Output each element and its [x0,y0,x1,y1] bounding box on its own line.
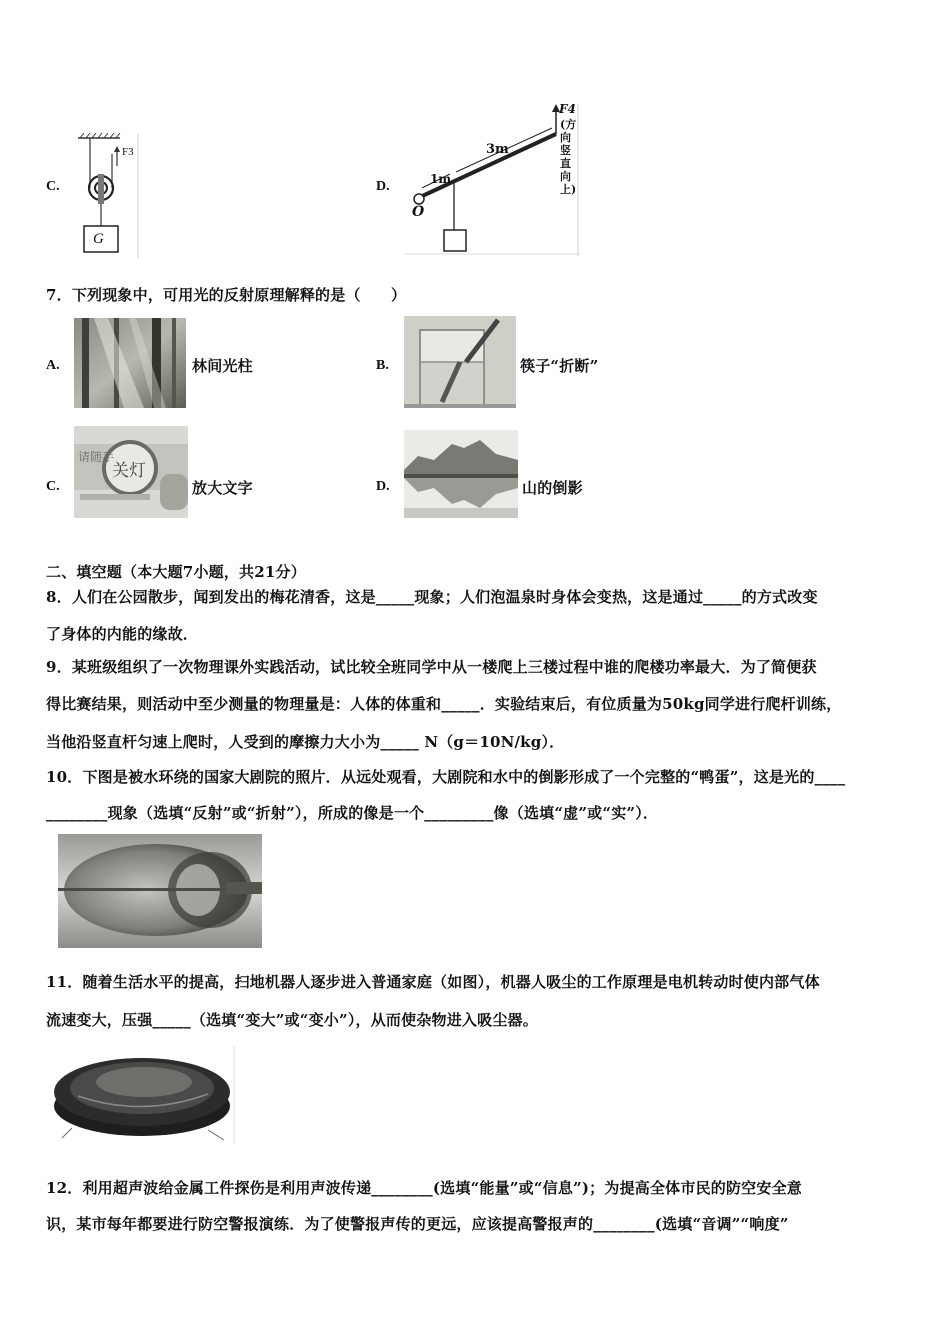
q11-line-1: 11．随着生活水平的提高，扫地机器人逐步进入普通家庭（如图），机器人吸尘的工作原理是电机转动时使内部气体 [46,973,820,991]
length-short: 1m [430,172,452,186]
magnifier-photo [74,426,188,518]
q7-option-b-letter: B. [376,358,389,373]
sweeping-robot-photo [48,1046,236,1144]
q7-stem: 7．下列现象中，可用光的反射原理解释的是（ ） [46,286,407,304]
q10-line-2: ________现象（选填“反射”或“折射”），所成的像是一个_________像（选填“虚”或“实”）． [46,804,659,822]
q9-line-1: 9．某班级组织了一次物理课外实践活动，试比较全班同学中从一楼爬上三楼过程中谁的爬楼功率最大．为了简便获 [46,658,817,676]
q7-option-d-text: 山的倒影 [522,479,583,497]
weight-label-g: G [93,231,104,247]
q7-option-c-text: 放大文字 [192,479,253,497]
forest-light-photo [74,318,186,408]
sign-text: 请随手 [78,450,115,464]
option-d-label: D. [376,179,390,194]
q7-option-c-letter: C. [46,479,60,494]
q12-line-2: 识，某市每年都要进行防空警报演练．为了使警报声传的更远，应该提高警报声的________(选填“音调”“响度” [46,1215,789,1233]
magnified-text: 关灯 [112,461,146,481]
q10-line-1: 10．下图是被水环绕的国家大剧院的照片．从远处观看，大剧院和水中的倒影形成了一个完整的“鸭蛋”，这是光的____ [46,768,846,786]
q7-option-d-letter: D. [376,479,390,494]
force-label-f4: F4 [559,102,576,116]
mountain-reflection-photo [404,430,518,518]
chopstick-glass-photo [404,316,516,408]
length-long: 3m [486,142,509,157]
pulley-figure [76,132,146,258]
force-direction-note: (方向竖直向上) [560,118,577,196]
option-c-label: C. [46,179,60,194]
lever-figure [404,102,580,256]
q7-option-a-letter: A. [46,358,60,373]
q7-option-b-text: 筷子“折断” [520,357,599,375]
national-theatre-photo [58,834,262,948]
q7-option-a-text: 林间光柱 [192,357,253,375]
q8-line-2: 了身体的内能的缘故． [46,625,199,643]
q9-line-3: 当他沿竖直杆匀速上爬时，人受到的摩擦力大小为_____ N（g＝10N/kg）． [46,733,565,751]
q8-line-1: 8．人们在公园散步，闻到发出的梅花清香，这是_____现象；人们泡温泉时身体会变热，这是通过_____的方式改变 [46,588,818,606]
force-label-f3: F3 [122,146,134,158]
q12-line-1: 12．利用超声波给金属工件探伤是利用声波传递________(选填“能量”或“信息”)；为提高全体市民的防空安全意 [46,1179,802,1197]
section-2-heading: 二、填空题（本大题7小题，共21分） [46,563,306,581]
q9-line-2: 得比赛结果，则活动中至少测量的物理量是：人体的体重和_____．实验结束后，有位质量为50kg同学进行爬杆训练， [46,695,842,713]
q11-line-2: 流速变大，压强_____（选填“变大”或“变小”），从而使杂物进入吸尘器。 [46,1011,538,1029]
pivot-label-o: O [412,204,425,220]
